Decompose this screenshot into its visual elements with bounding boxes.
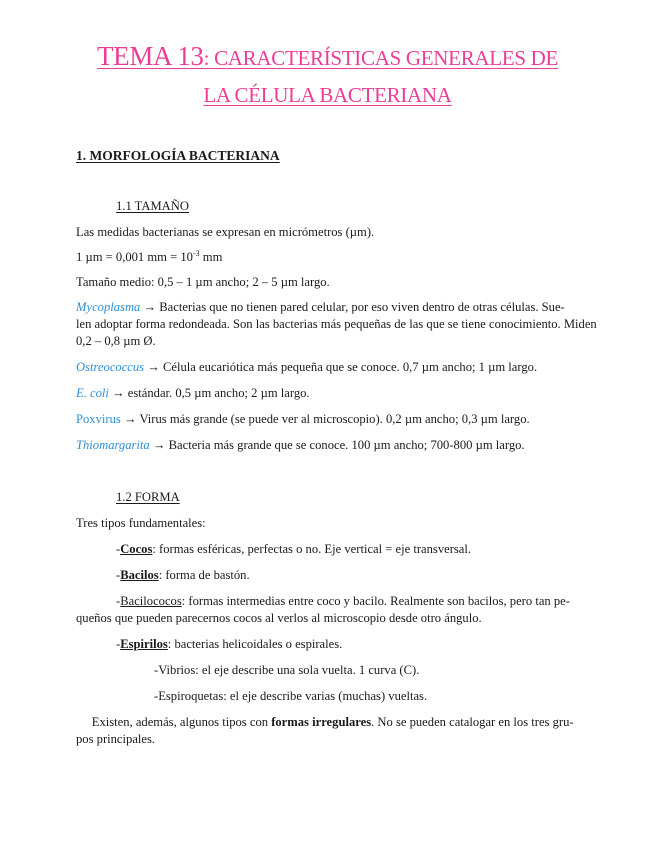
- exponent: -3: [192, 249, 200, 258]
- poxvirus-text: → Virus más grande (se puede ver al microscopio). 0,2 µm ancho; 0,3 µm largo.: [120, 412, 530, 426]
- subsection-heading-forma: 1.2 FORMA: [116, 490, 180, 504]
- page-title-line-2: [0, 83, 655, 108]
- equivalencia-unit: mm: [199, 250, 223, 264]
- cocos-dash: -: [116, 542, 121, 556]
- bacilococos-line-2: queños que pueden parecernos cocos al verlos al microscopio desde otro ángulo.: [76, 611, 482, 625]
- espirilos-dash: -: [116, 637, 121, 651]
- species-thiomargarita: Thiomargarita: [76, 438, 150, 452]
- paragraph-formas-irregulares: [76, 714, 574, 731]
- bacilococos-text: : formas intermedias entre coco y bacilo. Realmente son bacilos, pero tan pe-: [181, 594, 570, 608]
- paragraph-ecoli: [76, 385, 310, 402]
- bacilococos-dash: -: [116, 594, 121, 608]
- title-topic-text: : CARACTERÍSTICAS GENERALES DE: [203, 46, 559, 70]
- mycoplasma-text: → Bacterias que no tienen pared celular, por eso viven dentro de otras células. Sue-: [140, 300, 565, 314]
- term-cocos: Cocos: [120, 542, 153, 556]
- paragraph-equivalencia: [76, 249, 222, 266]
- mycoplasma-line-2: len adoptar forma redondeada. Son las bacterias más pequeñas de las que se tiene conocimiento. Miden: [76, 317, 597, 331]
- bacilos-dash: -: [116, 568, 121, 582]
- paragraph-thiomargarita: [76, 437, 525, 454]
- paragraph-ostreococcus: [76, 359, 537, 376]
- section-heading-morfologia: 1. MORFOLOGÍA BACTERIANA: [76, 148, 280, 163]
- paragraph-mycoplasma: [76, 299, 565, 316]
- irregulares-pre: Existen, además, algunos tipos con: [91, 715, 272, 729]
- term-espirilos: Espirilos: [120, 637, 168, 651]
- paragraph-medidas: Las medidas bacterianas se expresan en micrómetros (µm).: [76, 225, 375, 239]
- species-mycoplasma: Mycoplasma: [76, 300, 141, 314]
- paragraph-poxvirus: [76, 411, 530, 428]
- irregulares-line-2: pos principales.: [76, 732, 156, 746]
- subitem-vibrios: -Vibrios: el eje describe una sola vuelta. 1 curva (C).: [154, 663, 420, 677]
- item-bacilos: [116, 567, 250, 584]
- term-formas-irregulares: formas irregulares: [271, 715, 372, 729]
- thiomargarita-text: → Bacteria más grande que se conoce. 100 µm ancho; 700-800 µm largo.: [149, 438, 525, 452]
- cocos-text: : formas esféricas, perfectas o no. Eje vertical = eje transversal.: [152, 542, 472, 556]
- irregulares-post: . No se pueden catalogar en los tres gru-: [371, 715, 574, 729]
- term-bacilos: Bacilos: [120, 568, 159, 582]
- equivalencia-text: 1 µm = 0,001 mm = 10: [76, 250, 193, 264]
- species-ostreococcus: Ostreococcus: [76, 360, 145, 374]
- bacilos-text: : forma de bastón.: [158, 568, 250, 582]
- subsection-heading-tamano: 1.1 TAMAÑO: [116, 199, 189, 213]
- paragraph-tamano-medio: Tamaño medio: 0,5 – 1 µm ancho; 2 – 5 µm largo.: [76, 275, 330, 289]
- title-topic-number: TEMA 13: [96, 41, 204, 71]
- title-line-2-text: LA CÉLULA BACTERIANA: [203, 83, 452, 107]
- species-poxvirus: Poxvirus: [76, 412, 121, 426]
- ecoli-text: → estándar. 0,5 µm ancho; 2 µm largo.: [108, 386, 310, 400]
- item-espirilos: [116, 636, 342, 653]
- ostreococcus-text: → Célula eucariótica más pequeña que se conoce. 0,7 µm ancho; 1 µm largo.: [144, 360, 538, 374]
- item-bacilococos: [116, 593, 570, 610]
- subitem-espiroquetas: -Espiroquetas: el eje describe varias (muchas) vueltas.: [154, 689, 428, 703]
- page-title-line-1: [0, 41, 655, 72]
- species-ecoli: E. coli: [76, 386, 109, 400]
- paragraph-tres-tipos: Tres tipos fundamentales:: [76, 516, 206, 530]
- item-cocos: [116, 541, 471, 558]
- mycoplasma-line-3: 0,2 – 0,8 µm Ø.: [76, 334, 156, 348]
- espirilos-text: : bacterias helicoidales o espirales.: [167, 637, 343, 651]
- term-bacilococos: Bacilococos: [120, 594, 182, 608]
